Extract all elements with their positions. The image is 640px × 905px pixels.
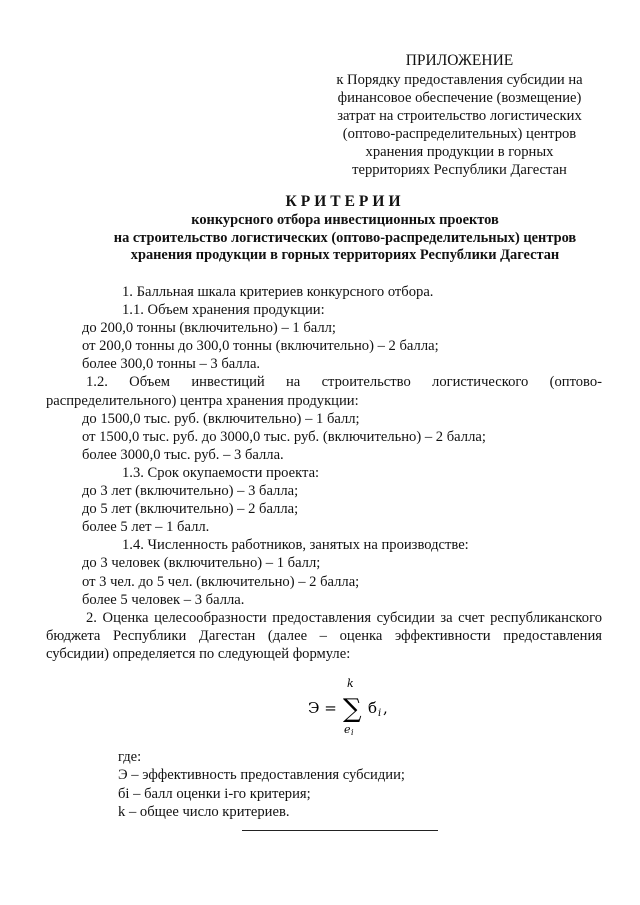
criterion-1-4-option: до 3 человек (включительно) – 1 балл; [82, 555, 321, 572]
criterion-1-1-heading: 1.1. Объем хранения продукции: [122, 302, 325, 319]
appendix-heading: ПРИЛОЖЕНИЕ [405, 52, 514, 69]
document-body [46, 283, 602, 663]
legend-item: Э – эффективность предоставления субсидии; [118, 767, 405, 784]
title-line: на строительство логистических (оптово-распределительных) центров [113, 229, 577, 246]
legend-item: k – общее число критериев. [118, 804, 290, 821]
criterion-1-1-option: от 200,0 тонны до 300,0 тонны (включительно) – 2 балла; [82, 338, 439, 355]
criterion-1-4-option: более 5 человек – 3 балла. [82, 591, 245, 608]
criterion-1-3-heading: 1.3. Срок окупаемости проекта: [122, 464, 320, 481]
formula-lower-limit-subscript: i [351, 728, 354, 737]
appendix-line: хранения продукции в горных [365, 144, 554, 160]
criterion-1-4-heading: 1.4. Численность работников, занятых на производстве: [122, 537, 469, 554]
criterion-1-2-option: от 1500,0 тыс. руб. до 3000,0 тыс. руб. (включительно) – 2 балла; [82, 428, 486, 445]
appendix-line: к Порядку предоставления субсидии на [336, 72, 583, 88]
legend-where: где: [118, 749, 142, 765]
criterion-1-2-option: до 1500,0 тыс. руб. (включительно) – 1 балл; [82, 410, 360, 427]
appendix-line: затрат на строительство логистических [337, 108, 582, 124]
criterion-1-2-heading: 1.2. Объем инвестиций на строительство логистического (оптово-распределительного) центра хранения продукции: [46, 374, 602, 409]
formula-upper-limit: k [347, 677, 354, 690]
formula-legend [118, 748, 598, 822]
criterion-1-3-option: до 5 лет (включительно) – 2 балла; [82, 501, 299, 518]
legend-item: бi – балл оценки i-го критерия; [118, 785, 311, 802]
efficiency-formula [308, 677, 408, 737]
formula-svg [308, 677, 408, 737]
formula-sigma: ∑ [343, 694, 362, 724]
title-line: хранения продукции в горных территориях Республики Дагестан [130, 247, 560, 263]
criterion-1-4-option: от 3 чел. до 5 чел. (включительно) – 2 балла; [82, 573, 360, 590]
title-line: конкурсного отбора инвестиционных проектов [191, 212, 499, 228]
criterion-1-3-option: до 3 лет (включительно) – 3 балла; [82, 483, 299, 500]
criterion-1-1-option: более 300,0 тонны – 3 балла. [82, 356, 261, 373]
end-separator-line [242, 830, 438, 831]
formula-lower-limit: e [344, 723, 351, 736]
criterion-1-1-option: до 200,0 тонны (включительно) – 1 балл; [82, 320, 336, 337]
appendix-header [322, 52, 597, 179]
formula-lhs: Э = [308, 699, 337, 717]
formula-term-subscript: i [378, 708, 382, 719]
section-2-paragraph: 2. Оценка целесообразности предоставления субсидии за счет республиканского бюджета Республики Дагестан (далее – оценка эффективности предоставления субсидии) определяется по следующей формуле: [46, 609, 602, 662]
appendix-line: территориях Республики Дагестан [352, 162, 567, 178]
criterion-1-3-option: более 5 лет – 1 балл. [82, 519, 210, 536]
document-title [40, 192, 640, 265]
title-main: КРИТЕРИИ [285, 193, 405, 210]
criterion-1-2-option: более 3000,0 тыс. руб. – 3 балла. [82, 446, 284, 463]
appendix-line: финансовое обеспечение (возмещение) [337, 90, 582, 106]
formula-comma: , [383, 699, 388, 717]
appendix-line: (оптово-распределительных) центров [342, 126, 577, 142]
section-1-heading: 1. Балльная шкала критериев конкурсного отбора. [122, 284, 434, 300]
formula-term: б [368, 699, 378, 717]
